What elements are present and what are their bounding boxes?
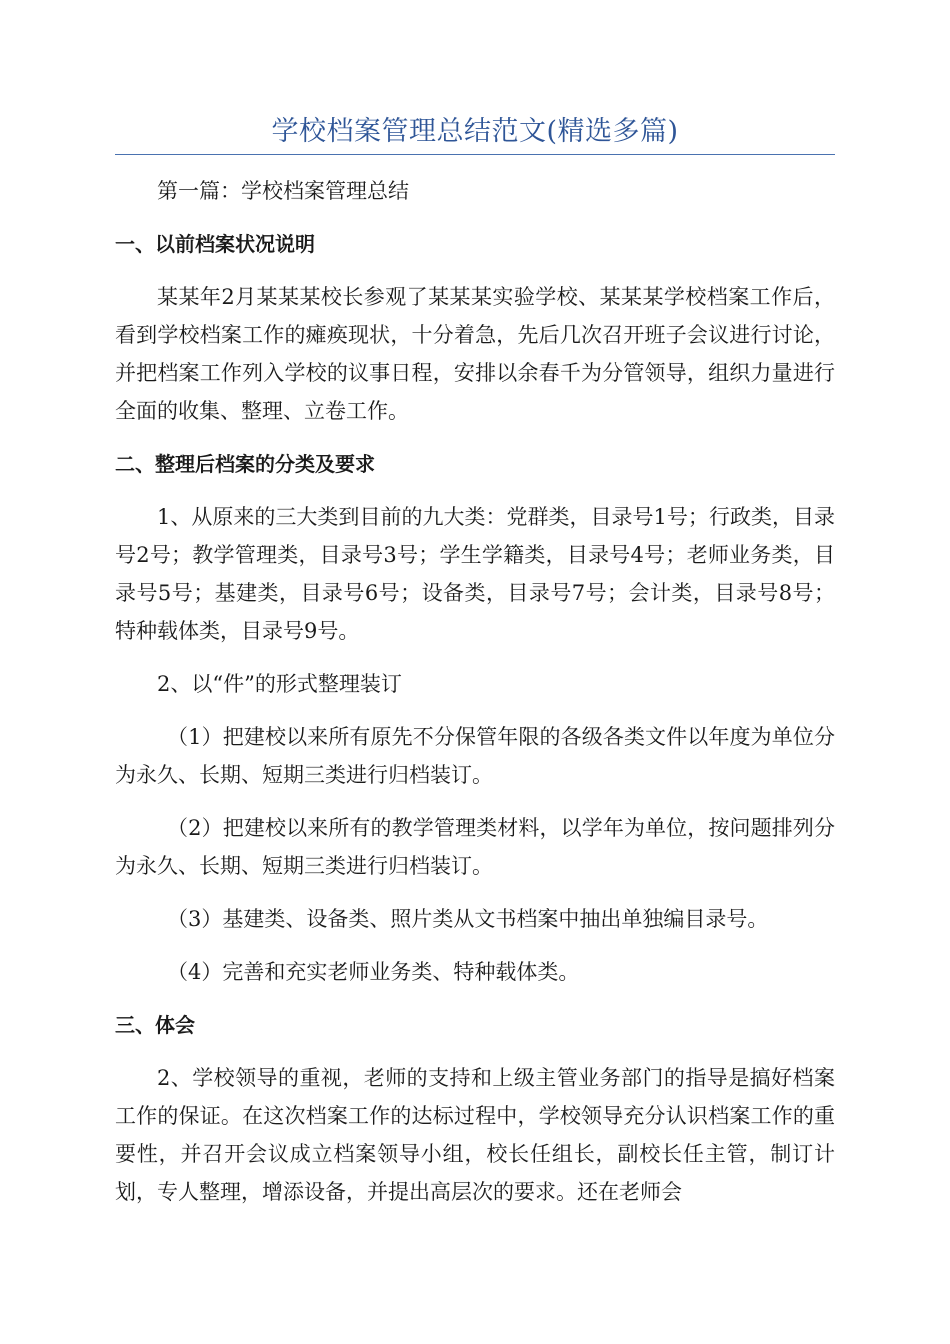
section-2-list-item-4: （4）完善和充实老师业务类、特种载体类。 (167, 960, 580, 984)
section-3-paragraph: 2、学校领导的重视，老师的支持和上级主管业务部门的指导是搞好档案工作的保证。在这次档案工作的达标过程中，学校领导充分认识档案工作的重要性，并召开会议成立档案领导小组，校长任组长，副校长任主管，制订计划，专人整理，增添设备，并提出高层次的要求。还在老师会 (115, 1066, 835, 1204)
section-2-paragraph-1: 1、从原来的三大类到目前的九大类：党群类，目录号1号；行政类，目录号2号；教学管理类，目录号3号；学生学籍类，目录号4号；老师业务类，目录号5号；基建类，目录号6号；设备类，目录号7号；会计类，目录号8号；特种载体类，目录号9号。 (115, 505, 835, 643)
section-heading-1: 一、以前档案状况说明 (115, 232, 315, 256)
section-2-list-item-3: （3）基建类、设备类、照片类从文书档案中抽出单独编目录号。 (167, 907, 769, 931)
section-1-paragraph: 某某年2月某某某校长参观了某某某实验学校、某某某学校档案工作后，看到学校档案工作的瘫痪现状，十分着急，先后几次召开班子会议进行讨论，并把档案工作列入学校的议事日程，安排以余春千为分管领导，组织力量进行全面的收集、整理、立卷工作。 (115, 285, 835, 423)
part-title: 第一篇：学校档案管理总结 (157, 179, 409, 203)
document-body (115, 172, 835, 1226)
section-heading-2: 二、整理后档案的分类及要求 (115, 452, 375, 476)
document-title: 学校档案管理总结范文(精选多篇) (271, 116, 679, 147)
section-2-list-item-2: （2）把建校以来所有的教学管理类材料，以学年为单位，按问题排列分为永久、长期、短期三类进行归档装订。 (115, 816, 835, 878)
section-2-list-item-1: （1）把建校以来所有原先不分保管年限的各级各类文件以年度为单位分为永久、长期、短期三类进行归档装订。 (115, 725, 835, 787)
section-2-paragraph-2: 2、以“件”的形式整理装订 (157, 672, 402, 696)
section-heading-3: 三、体会 (115, 1013, 195, 1037)
title-underline (115, 154, 835, 155)
